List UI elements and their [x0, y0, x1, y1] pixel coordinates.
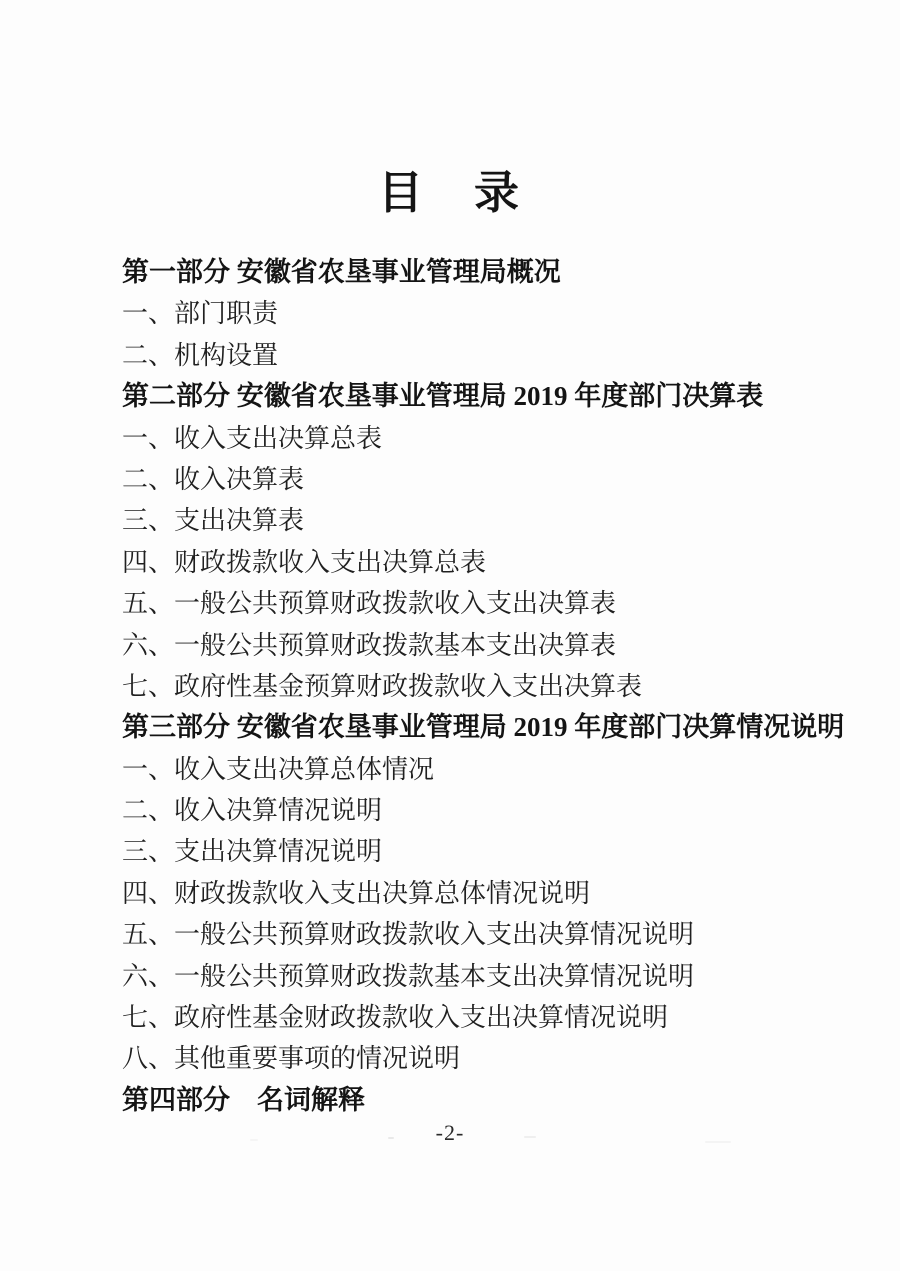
scan-artifact [250, 1139, 258, 1141]
toc-item: 六、一般公共预算财政拨款基本支出决算情况说明 [122, 961, 695, 991]
toc-item: 二、机构设置 [122, 340, 279, 370]
toc-item: 五、一般公共预算财政拨款收入支出决算表 [122, 589, 617, 619]
toc-item: 六、一般公共预算财政拨款基本支出决算表 [122, 630, 617, 660]
toc-item: 四、财政拨款收入支出决算总体情况说明 [122, 878, 591, 908]
toc-section-heading: 第二部分 安徽省农垦事业管理局 2019 年度部门决算表 [122, 381, 764, 412]
toc-item: 二、收入决算情况说明 [122, 796, 383, 826]
scan-artifact [705, 1141, 731, 1143]
toc-item: 八、其他重要事项的情况说明 [122, 1044, 461, 1074]
toc-item: 一、收入支出决算总体情况 [122, 754, 435, 784]
toc-section-heading: 第一部分 安徽省农垦事业管理局概况 [122, 257, 561, 287]
table-of-contents [122, 252, 860, 1121]
toc-item: 一、部门职责 [122, 299, 279, 329]
toc-item: 一、收入支出决算总表 [122, 423, 383, 453]
toc-item: 三、支出决算情况说明 [122, 837, 383, 867]
toc-section-heading: 第三部分 安徽省农垦事业管理局 2019 年度部门决算情况说明 [122, 712, 845, 743]
toc-item: 三、支出决算表 [122, 506, 305, 536]
toc-item: 七、政府性基金财政拨款收入支出决算情况说明 [122, 1003, 669, 1033]
scan-artifact [388, 1137, 394, 1139]
toc-item: 五、一般公共预算财政拨款收入支出决算情况说明 [122, 920, 695, 950]
toc-item: 四、财政拨款收入支出决算总表 [122, 547, 487, 577]
toc-item: 二、收入决算表 [122, 464, 305, 494]
toc-item: 七、政府性基金预算财政拨款收入支出决算表 [122, 671, 643, 701]
page-number: -2- [435, 1120, 465, 1145]
toc-section-heading: 第四部分 名词解释 [122, 1084, 365, 1115]
page-title: 目 录 [377, 168, 522, 218]
scan-artifact [524, 1136, 536, 1138]
